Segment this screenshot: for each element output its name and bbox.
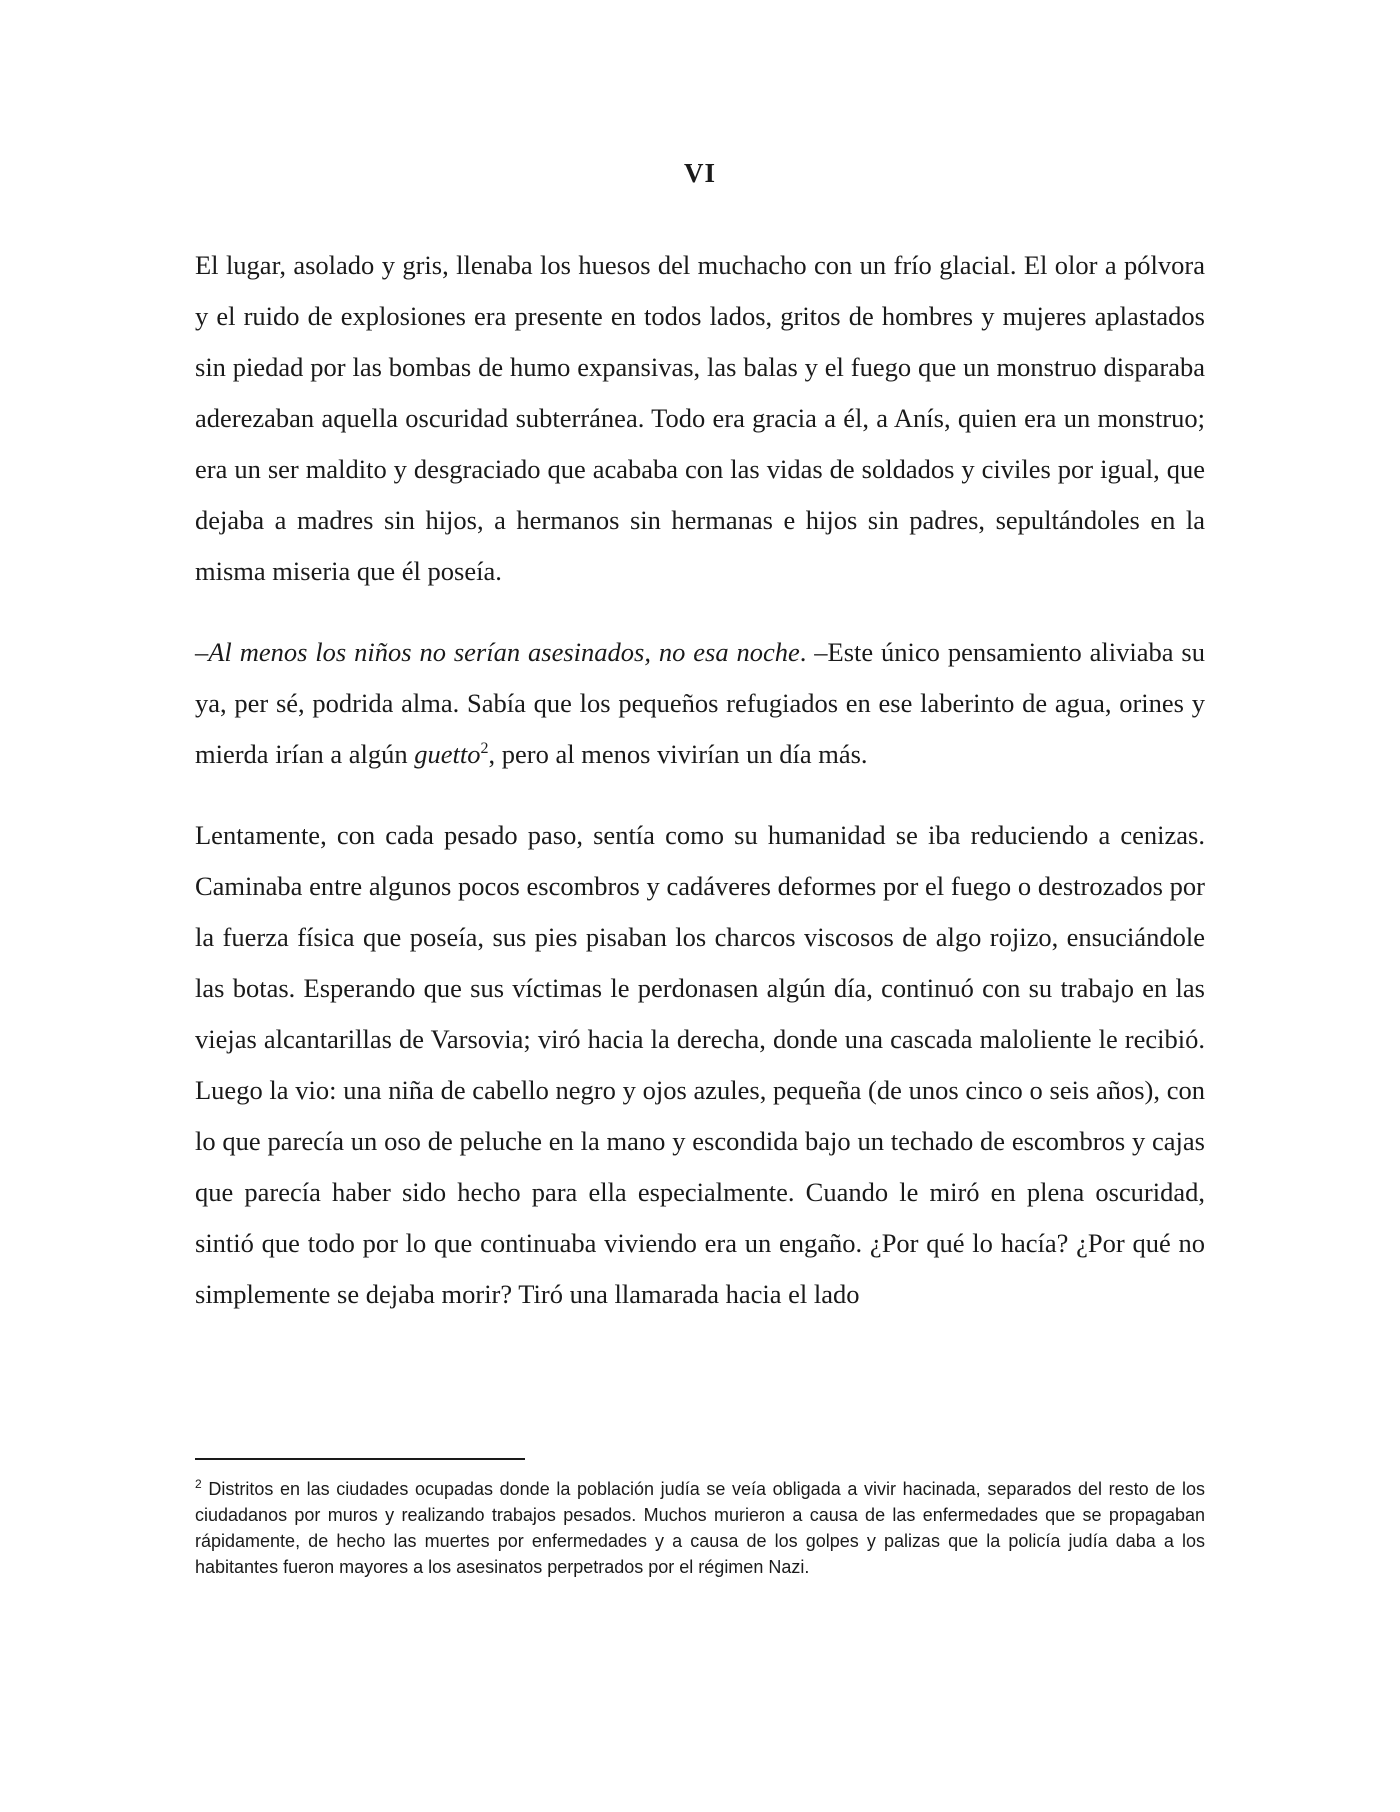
dialogue-dash: – [195, 637, 209, 667]
footnote [195, 1476, 1205, 1580]
chapter-title: VI [683, 158, 716, 188]
paragraph-1: El lugar, asolado y gris, llenaba los huesos del muchacho con un frío glacial. El olor a pólvora y el ruido de explosiones era presente en todos lados, gritos de hombres y mujeres aplastados sin piedad por las bombas de humo expansivas, las balas y el fuego que un monstruo disparaba aderezaban aquella oscuridad subterránea. Todo era gracia a él, a Anís, quien era un monstruo; era un ser maldito y desgraciado que acababa con las vidas de soldados y civiles por igual, que dejaba a madres sin hijos, a hermanos sin hermanas e hijos sin padres, sepultándoles en la misma miseria que él poseía. [195, 250, 1205, 586]
footnote-text: Distritos en las ciudades ocupadas donde la población judía se veía obligada a vivir hacinada, separados del resto de los ciudadanos por muros y realizando trabajos pesados. Muchos murieron a causa de las enfermedades que se propagaban rápidamente, de hecho las muertes por enfermedades y a causa de los golpes y palizas que la policía judía daba a los habitantes fueron mayores a los asesinatos perpetrados por el régimen Nazi. [195, 1479, 1205, 1577]
footnote-reference[interactable]: 2 [480, 740, 489, 758]
footnote-number: 2 [195, 1477, 202, 1491]
paragraph-2-tail: , pero al menos vivirían un día más. [488, 739, 868, 769]
paragraph-2-text: . –Este único pensamiento aliviaba su ya, per sé, podrida alma. Sabía que los pequeños refugiados en ese laberinto de agua, orines y mierda irían a algún [195, 637, 1205, 769]
body-text [195, 240, 1205, 1320]
italic-thought: Al menos los niños no serían asesinados, no esa noche [208, 637, 800, 667]
paragraph-3: Lentamente, con cada pesado paso, sentía como su humanidad se iba reduciendo a cenizas. Caminaba entre algunos pocos escombros y cadáveres deformes por el fuego o destrozados por la fuerza física que poseía, sus pies pisaban los charcos viscosos de algo rojizo, ensuciándole las botas. Esperando que sus víctimas le perdonasen algún día, continuó con su trabajo en las viejas alcantarillas de Varsovia; viró hacia la derecha, donde una cascada maloliente le recibió. Luego la vio: una niña de cabello negro y ojos azules, pequeña (de unos cinco o seis años), con lo que parecía un oso de peluche en la mano y escondida bajo un techado de escombros y cajas que parecía haber sido hecho para ella especialmente. Cuando le miró en plena oscuridad, sintió que todo por lo que continuaba viviendo era un engaño. ¿Por qué lo hacía? ¿Por qué no simplemente se dejaba morir? Tiró una llamarada hacia el lado [195, 820, 1205, 1309]
footnote-separator [195, 1458, 525, 1460]
italic-term: guetto [414, 739, 481, 769]
paragraph-2 [195, 627, 1205, 780]
